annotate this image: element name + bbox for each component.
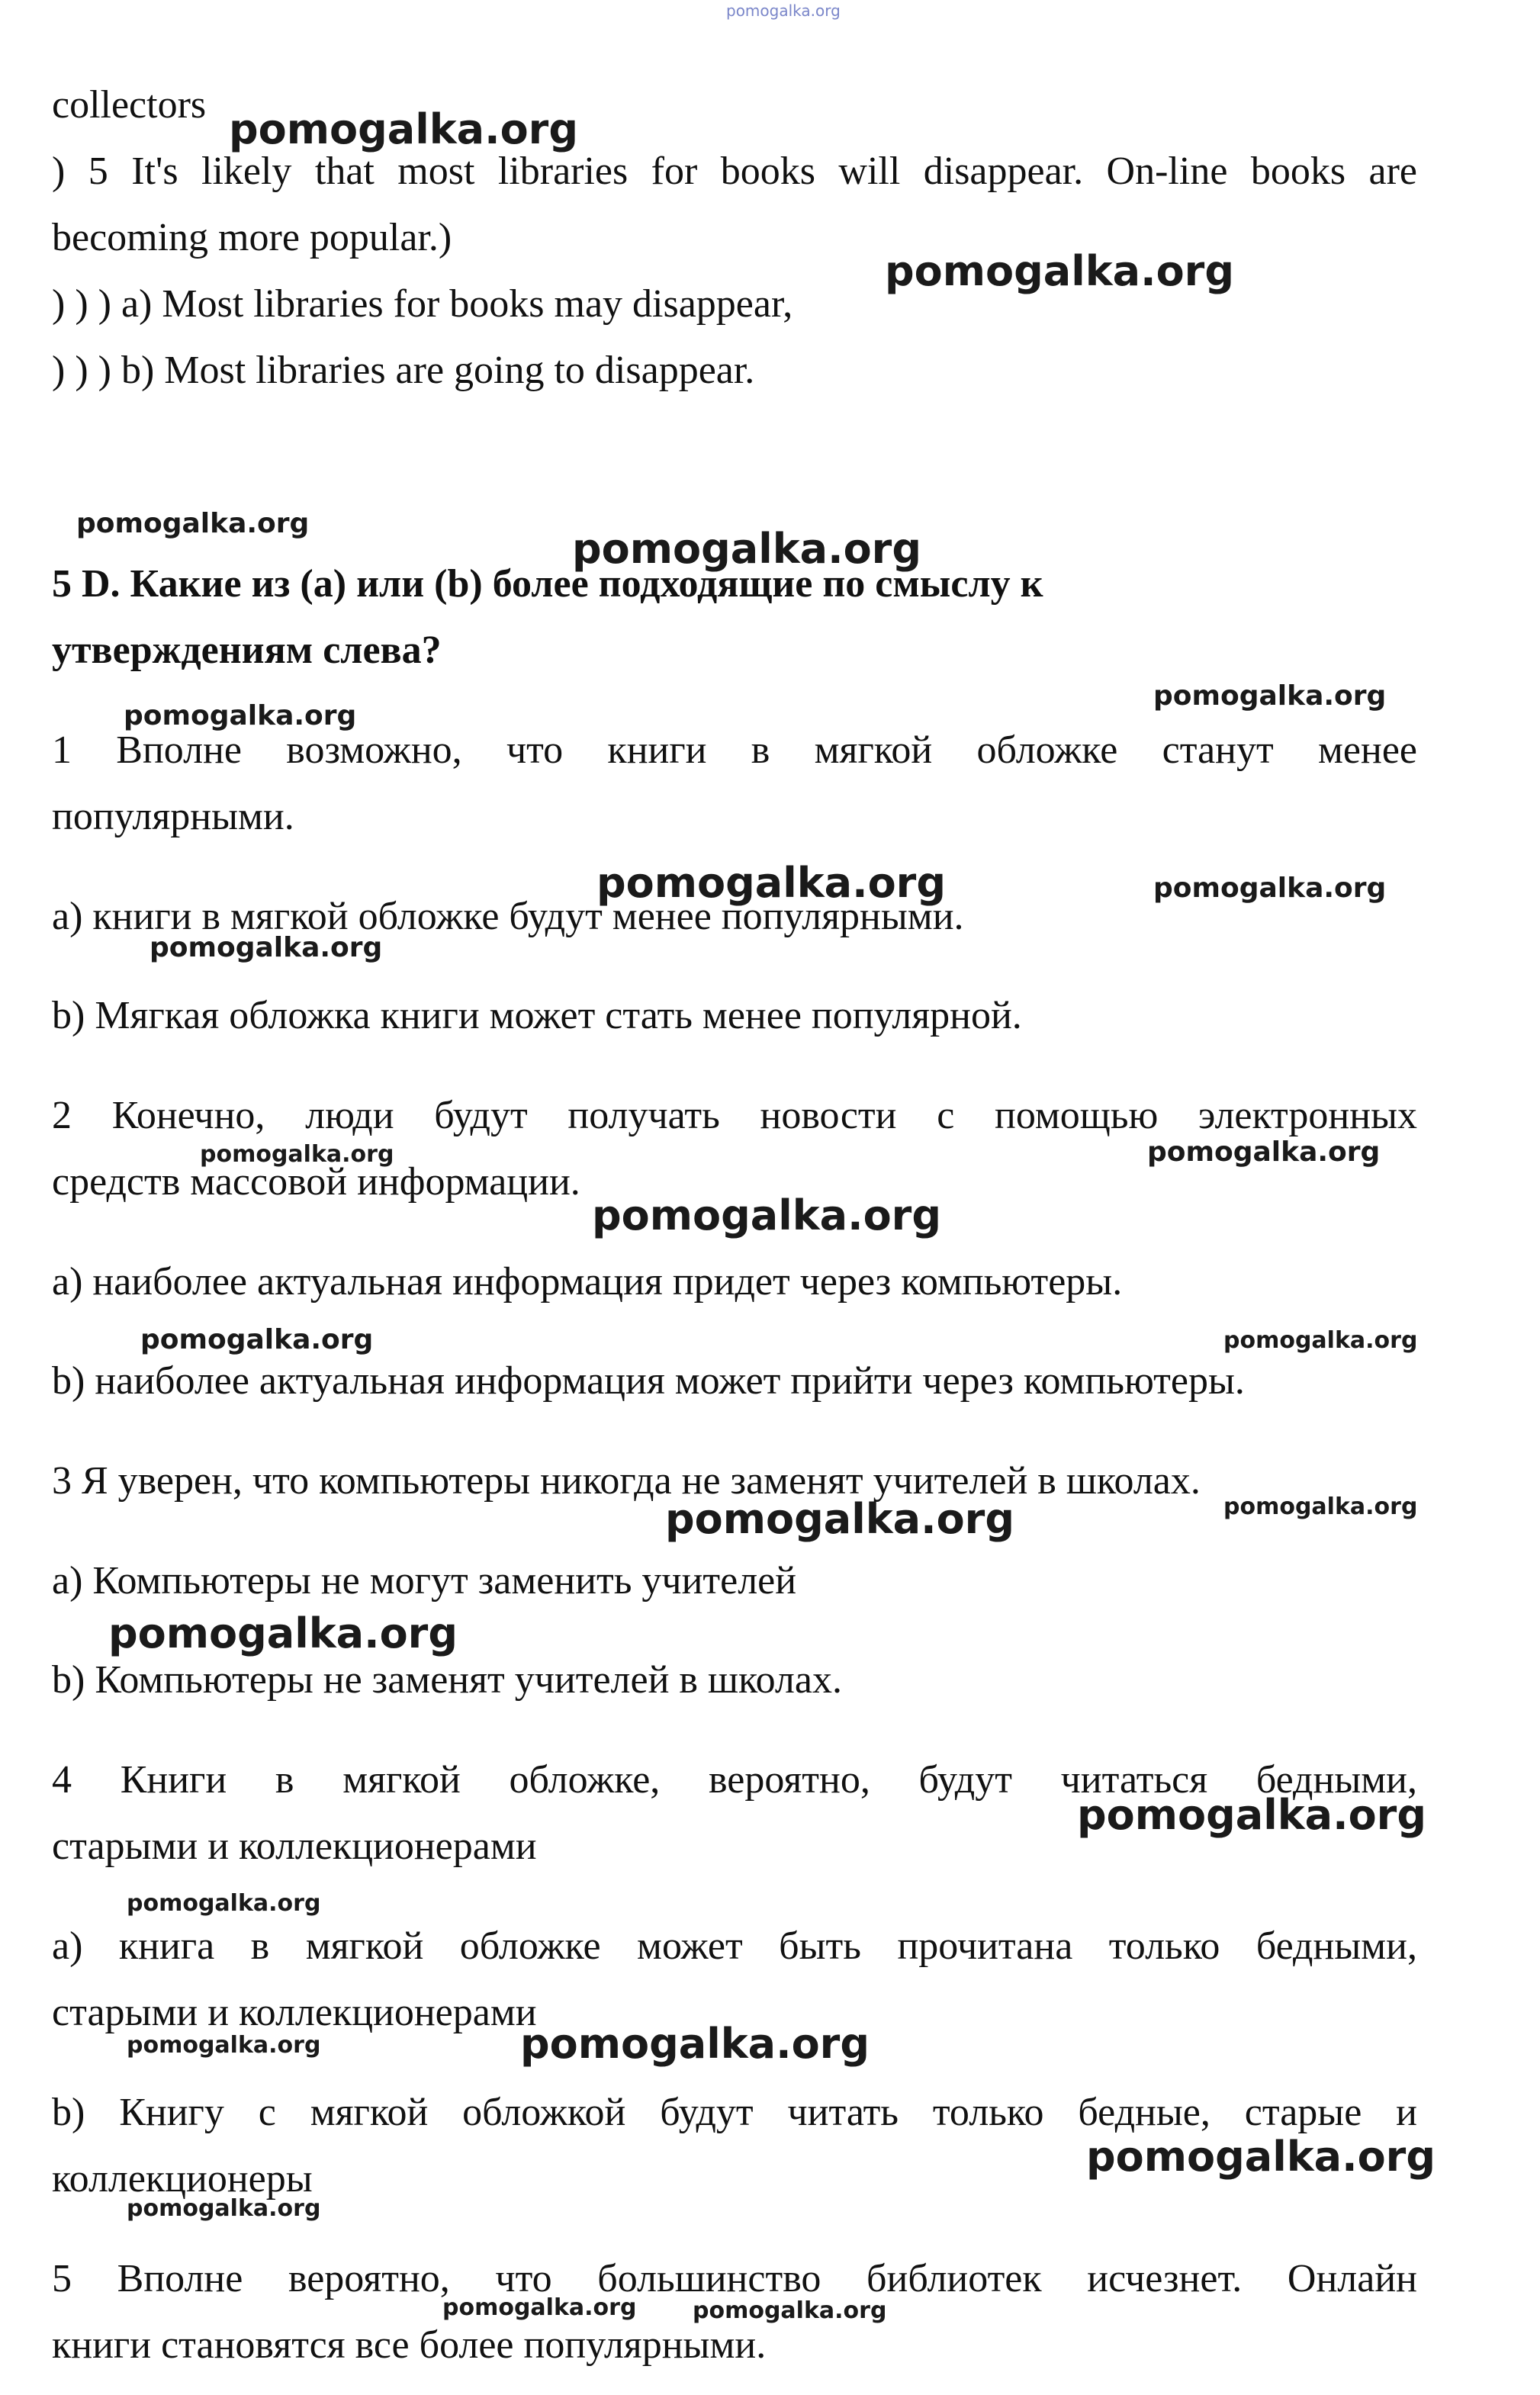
item4-option-b-line1: b) Книгу с мягкой обложкой будут читать только бедные, старые и — [52, 2091, 1417, 2134]
watermark: pomogalka.org — [140, 1324, 374, 1355]
watermark: pomogalka.org — [1153, 680, 1387, 712]
english-item5-line1: ) 5 It's likely that most libraries for books will disappear. On-line books are — [52, 149, 1417, 193]
watermark: pomogalka.org — [1077, 1791, 1426, 1839]
section-heading-line2: утверждениям слева? — [52, 628, 442, 672]
watermark: pomogalka.org — [200, 1141, 394, 1168]
watermark: pomogalka.org — [127, 1890, 321, 1917]
item2-statement-line1: 2 Конечно, люди будут получать новости с помощью электронных — [52, 1094, 1417, 1137]
item4-statement-line1: 4 Книги в мягкой обложке, вероятно, будут читаться бедными, — [52, 1758, 1417, 1802]
watermark: pomogalka.org — [108, 1609, 458, 1657]
top-watermark: pomogalka.org — [726, 2, 841, 20]
watermark: pomogalka.org — [520, 2020, 870, 2068]
watermark: pomogalka.org — [127, 2195, 321, 2222]
item1-option-b: b) Мягкая обложка книги может стать менее популярной. — [52, 994, 1022, 1037]
watermark: pomogalka.org — [1223, 1493, 1418, 1520]
watermark: pomogalka.org — [127, 2032, 321, 2059]
item1-statement-line2: популярными. — [52, 795, 294, 838]
watermark: pomogalka.org — [596, 859, 946, 907]
item2-option-b: b) наиболее актуальная информация может прийти через компьютеры. — [52, 1359, 1245, 1403]
english-line-collectors: collectors — [52, 83, 207, 127]
watermark: pomogalka.org — [1147, 1136, 1381, 1168]
watermark: pomogalka.org — [76, 508, 310, 539]
watermark: pomogalka.org — [124, 700, 357, 731]
english-item5-line2: becoming more popular.) — [52, 216, 452, 259]
item4-option-a-line2: старыми и коллекционерами — [52, 1991, 537, 2034]
item3-statement: 3 Я уверен, что компьютеры никогда не заменят учителей в школах. — [52, 1459, 1201, 1503]
watermark: pomogalka.org — [229, 105, 578, 153]
watermark: pomogalka.org — [442, 2294, 637, 2321]
watermark: pomogalka.org — [665, 1495, 1014, 1543]
item4-option-a-line1: a) книга в мягкой обложке может быть прочитана только бедными, — [52, 1924, 1417, 1968]
english-option-b: ) ) ) b) Most libraries are going to disappear. — [52, 349, 755, 392]
english-option-a: ) ) ) a) Most libraries for books may disappear, — [52, 282, 793, 326]
item3-option-b: b) Компьютеры не заменят учителей в школах. — [52, 1658, 842, 1702]
watermark: pomogalka.org — [592, 1191, 941, 1239]
item5-statement-line2: книги становятся все более популярными. — [52, 2323, 767, 2367]
item1-statement-line1: 1 Вполне возможно, что книги в мягкой обложке станут менее — [52, 728, 1417, 772]
section-heading-line1: 5 D. Какие из (a) или (b) более подходящие по смыслу к — [52, 562, 1043, 606]
watermark: pomogalka.org — [149, 932, 383, 963]
item2-statement-line2: средств массовой информации. — [52, 1160, 580, 1204]
watermark: pomogalka.org — [885, 247, 1234, 295]
item4-option-b-line2: коллекционеры — [52, 2157, 313, 2201]
item5-statement-line1: 5 Вполне вероятно, что большинство библиотек исчезнет. Онлайн — [52, 2257, 1417, 2300]
watermark: pomogalka.org — [1086, 2133, 1436, 2181]
watermark: pomogalka.org — [1223, 1327, 1418, 1354]
watermark: pomogalka.org — [1153, 873, 1387, 904]
item1-option-a: a) книги в мягкой обложке будут менее популярными. — [52, 895, 964, 938]
watermark: pomogalka.org — [693, 2297, 887, 2324]
item4-statement-line2: старыми и коллекционерами — [52, 1824, 537, 1868]
watermark: pomogalka.org — [572, 525, 921, 573]
item2-option-a: a) наиболее актуальная информация придет через компьютеры. — [52, 1260, 1123, 1304]
item3-option-a: a) Компьютеры не могут заменить учителей — [52, 1559, 797, 1603]
